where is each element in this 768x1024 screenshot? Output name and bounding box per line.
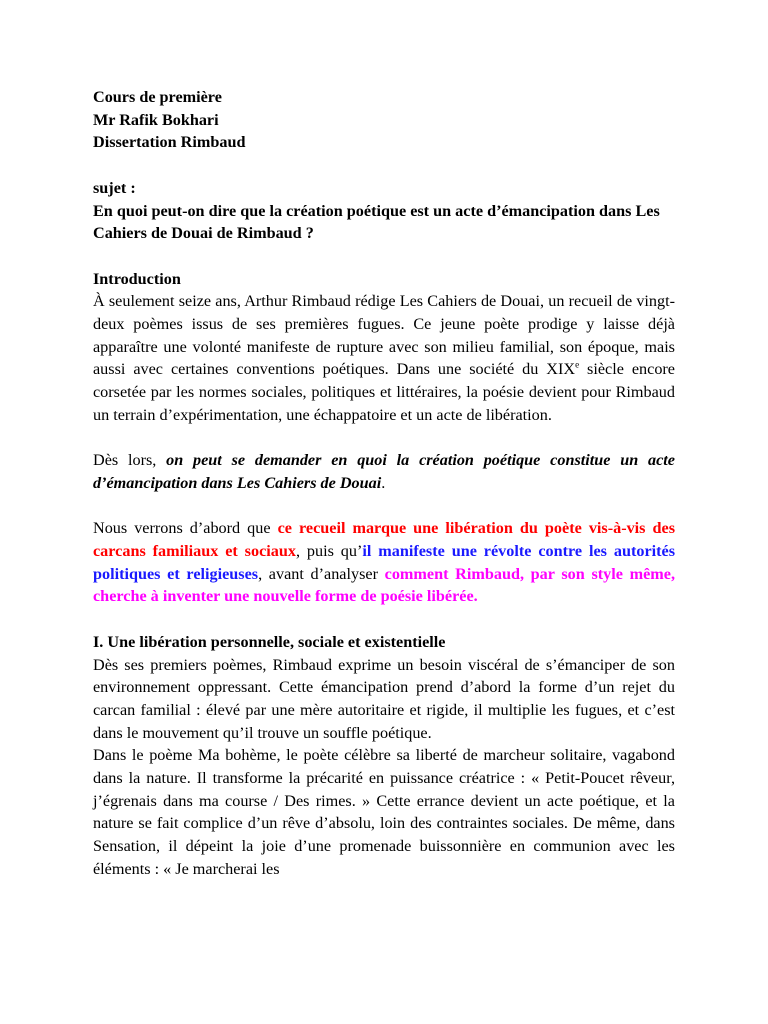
spacer <box>93 608 675 631</box>
plan-connector-2: , avant d’analyser <box>258 564 385 583</box>
intro-text-b: siècle encore corsetée par les normes sociales, politiques et littéraires, la poésie devient pour Rimbaud un terrain d’expérimentation, une échappatoire et un acte de libération. <box>93 360 675 424</box>
plan-part-3-highlight: comment Rimbaud, par son style même, cherche à inventer une nouvelle forme de poésie libérée. <box>93 564 675 606</box>
spacer <box>93 495 675 518</box>
part-1-paragraph-1: Dès ses premiers poèmes, Rimbaud exprime un besoin viscéral de s’émanciper de son environnement oppressant. Cette émancipation prend d’abord la forme d’un rejet du carcan familial : élevé par une mère autoritaire et rigide, il multiplie les fugues, et c’est dans le mouvement qu’il trouve un souffle poétique. <box>93 655 675 742</box>
spacer <box>93 427 675 450</box>
plan-connector-1: , puis qu’ <box>295 542 363 560</box>
document-page <box>93 86 675 881</box>
problematic-question: on peut se demander en quoi la création poétique constitue un acte d’émancipation dans Les Cahiers de Douai <box>93 451 675 492</box>
problematic-paragraph <box>93 449 675 494</box>
subject-label: sujet : <box>93 178 136 197</box>
introduction-heading: Introduction <box>93 269 181 288</box>
part-1-heading: I. Une libération personnelle, sociale et existentielle <box>93 632 446 651</box>
plan-paragraph <box>93 517 675 608</box>
intro-text-a: À seulement seize ans, Arthur Rimbaud rédige Les Cahiers de Douai, un recueil de vingt-deux poèmes issus de ses premières fugues. Ce jeune poète prodige y laisse déjà apparaître une volonté manifeste de rupture avec son milieu familial, son époque, mais aussi avec certaines conventions poétiques. Dans une société du XIX <box>93 292 675 379</box>
problematic-lead: Dès lors, <box>93 451 167 470</box>
part-1-paragraph-2: Dans le poème Ma bohème, le poète célèbre sa liberté de marcheur solitaire, vagabond dans la nature. Il transforme la précarité en puissance créatrice : « Petit-Poucet rêveur, j’égrenais dans ma course / Des rimes. » Cette errance devient un acte poétique, et la nature se fait complice d’un rêve d’absolu, loin des contraintes sociales. De même, dans Sensation, il dépeint la joie d’une promenade buissonnière en communion avec les éléments : « Je marcherai les <box>93 746 675 878</box>
document-title: Dissertation Rimbaud <box>93 133 246 152</box>
author-name: Mr Rafik Bokhari <box>93 110 219 129</box>
century-superscript: e <box>575 360 580 371</box>
spacer <box>93 245 675 268</box>
spacer <box>93 154 675 177</box>
plan-lead: Nous verrons d’abord que <box>93 519 278 538</box>
plan-part-2-highlight: il manifeste une révolte contre les autorités politiques et religieuses <box>93 542 675 583</box>
course-title: Cours de première <box>93 88 222 106</box>
subject-question: En quoi peut-on dire que la création poétique est un acte d’émancipation dans Les Cahiers de Douai de Rimbaud ? <box>93 201 660 243</box>
problematic-end: . <box>381 473 386 492</box>
plan-part-1-highlight: ce recueil marque une libération du poète vis-à-vis des carcans familiaux et sociaux <box>93 519 676 560</box>
introduction-paragraph-1 <box>93 290 675 426</box>
